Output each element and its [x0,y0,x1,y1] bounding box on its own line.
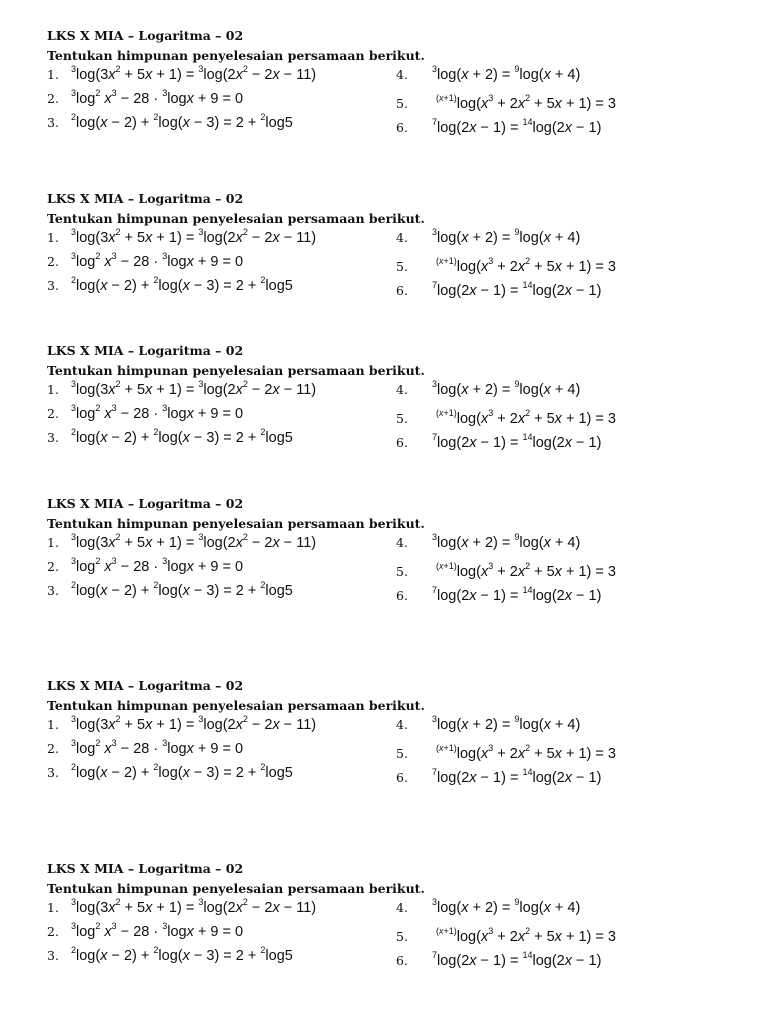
equation-3: $^2$log(x − 2) + $^2$log(x − 3) = 2 + $^2$log5 [71,112,293,131]
problem-number: 4. [396,67,408,82]
problem-number: 3. [47,765,59,780]
problem-5 [396,928,616,946]
problem-number: 3. [47,115,59,130]
equation-6: $^7$log(2x − 1) = $^{14}$log(2x − 1) [432,117,602,136]
equation-row [47,277,747,301]
problem-4 [396,716,580,734]
problem-5 [396,745,616,763]
problem-4 [396,534,580,552]
problem-2 [47,923,243,941]
problem-number: 1. [47,717,59,732]
equation-3: $^2$log(x − 2) + $^2$log(x − 3) = 2 + $^2$log5 [71,945,293,964]
worksheet-title: LKS X MIA – Logaritma – 02 [47,191,244,206]
problem-3 [47,114,293,132]
problem-3 [47,947,293,965]
problem-number: 2. [47,91,59,106]
problem-1 [47,716,316,734]
worksheet-block [47,859,747,971]
problem-number: 2. [47,924,59,939]
equation-row [47,381,747,405]
equation-2: $^3\log^2$ $x^3 - 28 \cdot ^3\log x + 9 = 0$ [71,403,244,422]
problem-2 [47,558,243,576]
worksheet-block [47,189,747,301]
worksheet-instruction: Tentukan himpunan penyelesaian persamaan berikut. [47,698,425,713]
worksheet-block [47,26,747,138]
problem-number: 5. [396,564,408,579]
problem-1 [47,66,316,84]
problem-number: 5. [396,259,408,274]
equation-5: $^{(x+1)}\log(x^3 + 2x^2 + 5x + 1) = 3$ [436,93,616,112]
problem-number: 6. [396,435,408,450]
problem-number: 2. [47,559,59,574]
problem-4 [396,381,580,399]
worksheet-instruction: Tentukan himpunan penyelesaian persamaan berikut. [47,48,425,63]
equation-5: $^{(x+1)}\log(x^3 + 2x^2 + 5x + 1) = 3$ [436,926,616,945]
problem-2 [47,90,243,108]
equation-4: $^3$log(x + 2) = $^9$log(x + 4) [432,714,581,733]
equation-row [47,582,747,606]
problem-number: 3. [47,430,59,445]
equation-1: $^3\log(3x^2 + 5x + 1) = ^3\log(2x^2 - 2x - 11)$ [71,379,317,398]
problem-number: 6. [396,770,408,785]
equation-4: $^3$log(x + 2) = $^9$log(x + 4) [432,532,581,551]
worksheet-instruction: Tentukan himpunan penyelesaian persamaan berikut. [47,363,425,378]
problem-3 [47,429,293,447]
equation-row [47,716,747,740]
problem-1 [47,899,316,917]
problem-number: 5. [396,96,408,111]
problem-6 [396,282,601,300]
problem-5 [396,95,616,113]
problem-number: 1. [47,382,59,397]
problem-number: 5. [396,746,408,761]
equation-6: $^7$log(2x − 1) = $^{14}$log(2x − 1) [432,767,602,786]
problem-2 [47,253,243,271]
worksheet-instruction: Tentukan himpunan penyelesaian persamaan berikut. [47,211,425,226]
worksheet-block [47,341,747,453]
problem-2 [47,740,243,758]
equation-4: $^3$log(x + 2) = $^9$log(x + 4) [432,64,581,83]
equation-4: $^3$log(x + 2) = $^9$log(x + 4) [432,897,581,916]
equation-2: $^3\log^2$ $x^3 - 28 \cdot ^3\log x + 9 = 0$ [71,921,244,940]
worksheet-title: LKS X MIA – Logaritma – 02 [47,678,244,693]
equation-row [47,899,747,923]
equation-1: $^3\log(3x^2 + 5x + 1) = ^3\log(2x^2 - 2x - 11)$ [71,532,317,551]
equation-6: $^7$log(2x − 1) = $^{14}$log(2x − 1) [432,432,602,451]
problem-number: 4. [396,382,408,397]
equation-3: $^2$log(x − 2) + $^2$log(x − 3) = 2 + $^2$log5 [71,762,293,781]
equation-row [47,558,747,582]
equation-5: $^{(x+1)}\log(x^3 + 2x^2 + 5x + 1) = 3$ [436,561,616,580]
equation-5: $^{(x+1)}\log(x^3 + 2x^2 + 5x + 1) = 3$ [436,743,616,762]
problem-5 [396,563,616,581]
equation-1: $^3\log(3x^2 + 5x + 1) = ^3\log(2x^2 - 2x - 11)$ [71,897,317,916]
problem-number: 1. [47,67,59,82]
problem-1 [47,381,316,399]
problem-6 [396,434,601,452]
worksheet-title: LKS X MIA – Logaritma – 02 [47,496,244,511]
equation-5: $^{(x+1)}\log(x^3 + 2x^2 + 5x + 1) = 3$ [436,256,616,275]
problem-6 [396,119,601,137]
problem-5 [396,258,616,276]
problem-number: 6. [396,120,408,135]
problem-number: 6. [396,283,408,298]
problem-number: 3. [47,278,59,293]
equation-1: $^3\log(3x^2 + 5x + 1) = ^3\log(2x^2 - 2x - 11)$ [71,64,317,83]
equation-2: $^3\log^2$ $x^3 - 28 \cdot ^3\log x + 9 = 0$ [71,251,244,270]
problem-number: 2. [47,741,59,756]
equation-6: $^7$log(2x − 1) = $^{14}$log(2x − 1) [432,585,602,604]
worksheet-instruction: Tentukan himpunan penyelesaian persamaan berikut. [47,881,425,896]
problem-3 [47,277,293,295]
equation-row [47,534,747,558]
equation-2: $^3\log^2$ $x^3 - 28 \cdot ^3\log x + 9 = 0$ [71,88,244,107]
worksheet-title: LKS X MIA – Logaritma – 02 [47,861,244,876]
worksheet-instruction: Tentukan himpunan penyelesaian persamaan berikut. [47,516,425,531]
problem-number: 1. [47,900,59,915]
equation-row [47,405,747,429]
worksheet-block [47,494,747,606]
problem-4 [396,899,580,917]
problem-number: 6. [396,588,408,603]
problem-number: 1. [47,535,59,550]
problem-number: 4. [396,717,408,732]
equation-row [47,764,747,788]
equation-row [47,923,747,947]
problem-number: 4. [396,535,408,550]
equation-row [47,90,747,114]
equation-row [47,253,747,277]
problem-number: 4. [396,230,408,245]
equation-row [47,229,747,253]
equation-6: $^7$log(2x − 1) = $^{14}$log(2x − 1) [432,280,602,299]
equation-3: $^2$log(x − 2) + $^2$log(x − 3) = 2 + $^2$log5 [71,580,293,599]
equation-row [47,740,747,764]
problem-4 [396,66,580,84]
problem-number: 5. [396,929,408,944]
problem-number: 3. [47,583,59,598]
equation-row [47,66,747,90]
problem-5 [396,410,616,428]
problem-4 [396,229,580,247]
problem-number: 6. [396,953,408,968]
problem-number: 5. [396,411,408,426]
worksheet-title: LKS X MIA – Logaritma – 02 [47,343,244,358]
equation-2: $^3\log^2$ $x^3 - 28 \cdot ^3\log x + 9 = 0$ [71,738,244,757]
problem-number: 2. [47,254,59,269]
equation-row [47,114,747,138]
problem-3 [47,764,293,782]
problem-number: 3. [47,948,59,963]
equation-6: $^7$log(2x − 1) = $^{14}$log(2x − 1) [432,950,602,969]
equation-3: $^2$log(x − 2) + $^2$log(x − 3) = 2 + $^2$log5 [71,427,293,446]
problem-number: 4. [396,900,408,915]
worksheet-block [47,676,747,788]
equation-3: $^2$log(x − 2) + $^2$log(x − 3) = 2 + $^2$log5 [71,275,293,294]
problem-1 [47,534,316,552]
equation-1: $^3\log(3x^2 + 5x + 1) = ^3\log(2x^2 - 2x - 11)$ [71,714,317,733]
equation-4: $^3$log(x + 2) = $^9$log(x + 4) [432,379,581,398]
equation-1: $^3\log(3x^2 + 5x + 1) = ^3\log(2x^2 - 2x - 11)$ [71,227,317,246]
problem-6 [396,587,601,605]
problem-2 [47,405,243,423]
problem-number: 1. [47,230,59,245]
problem-1 [47,229,316,247]
equation-2: $^3\log^2$ $x^3 - 28 \cdot ^3\log x + 9 = 0$ [71,556,244,575]
equation-4: $^3$log(x + 2) = $^9$log(x + 4) [432,227,581,246]
worksheet-title: LKS X MIA – Logaritma – 02 [47,28,244,43]
equation-row [47,947,747,971]
problem-3 [47,582,293,600]
problem-6 [396,952,601,970]
equation-5: $^{(x+1)}\log(x^3 + 2x^2 + 5x + 1) = 3$ [436,408,616,427]
problem-number: 2. [47,406,59,421]
problem-6 [396,769,601,787]
equation-row [47,429,747,453]
